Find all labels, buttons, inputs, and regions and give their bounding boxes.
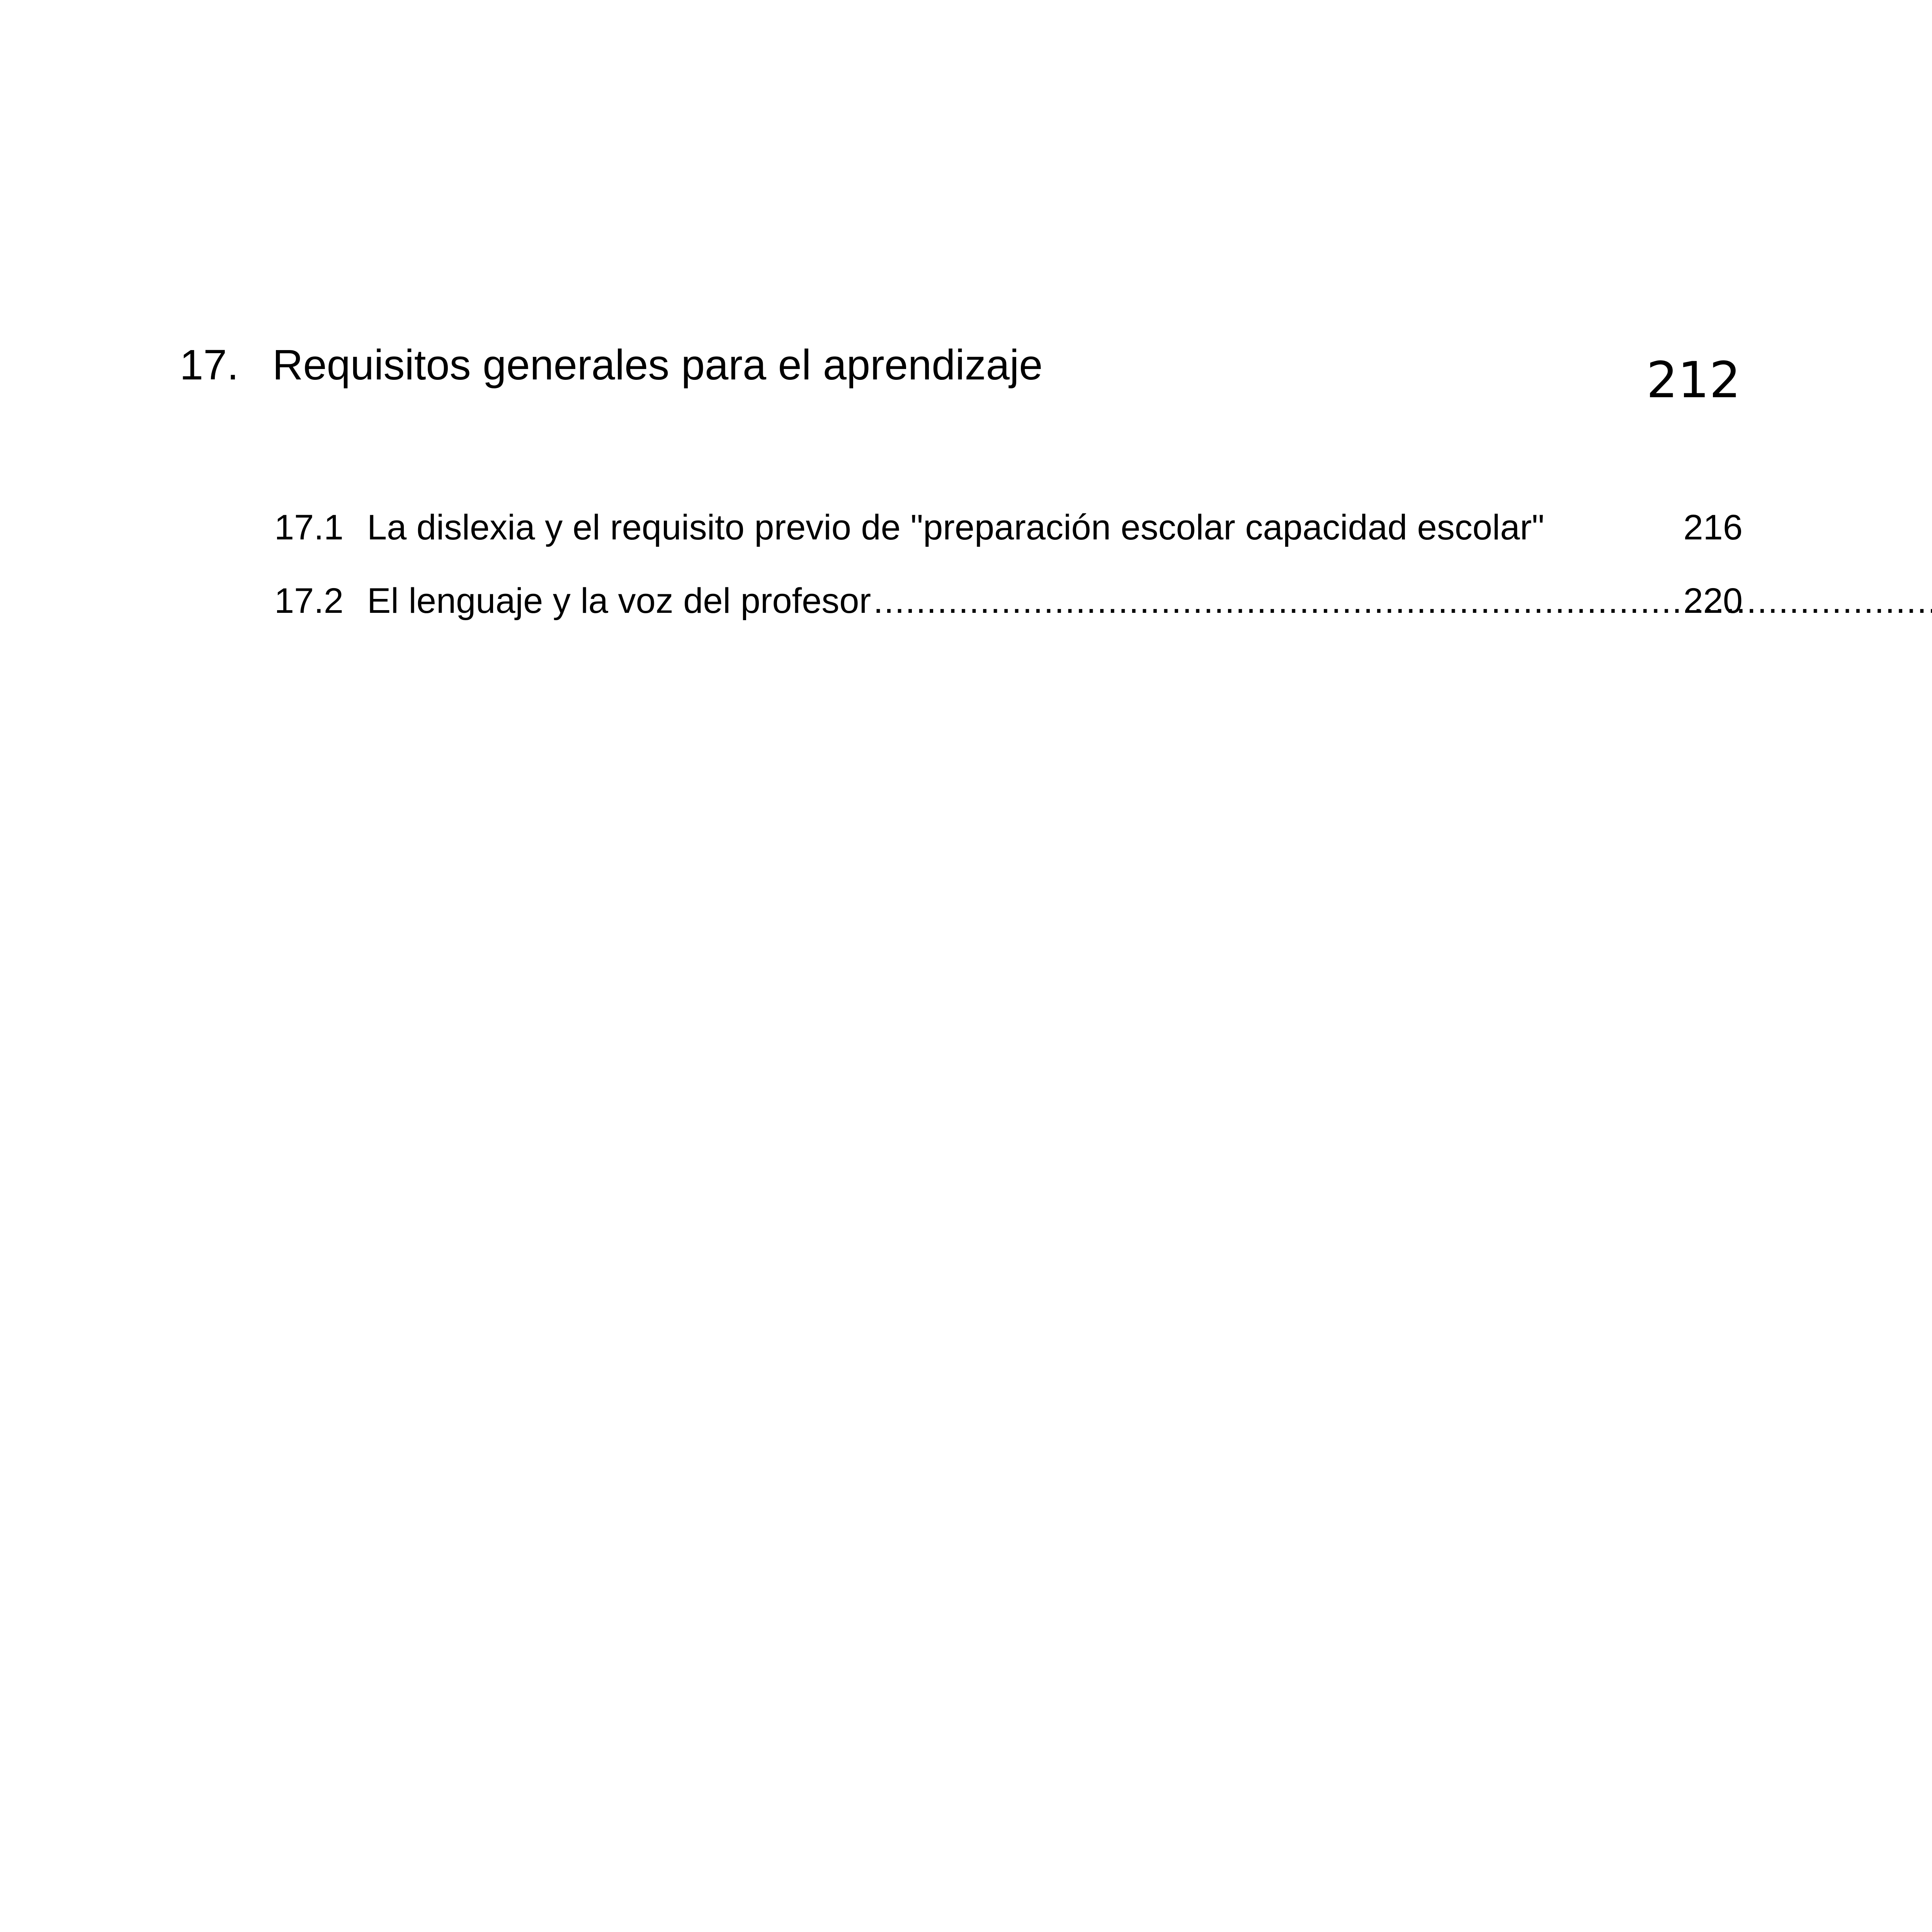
section-number: 17.1: [274, 508, 344, 547]
toc-section-entry[interactable]: [274, 506, 1743, 553]
section-page-number: 220: [1683, 581, 1743, 621]
section-title: La dislexia y el requisito previo de "preparación escolar capacidad escolar": [367, 508, 1544, 547]
chapter-page-number: 212: [1646, 352, 1741, 409]
chapter-number: 17.: [180, 341, 239, 389]
toc-section-entry[interactable]: [274, 580, 1743, 626]
section-number: 17.2: [274, 581, 344, 621]
dot-leader: [873, 580, 1681, 622]
toc-chapter-entry[interactable]: [180, 340, 1741, 425]
section-page-number: 216: [1683, 508, 1743, 547]
chapter-title: Requisitos generales para el aprendizaje: [272, 341, 1043, 389]
section-title: El lenguaje y la voz del profesor: [367, 581, 871, 621]
